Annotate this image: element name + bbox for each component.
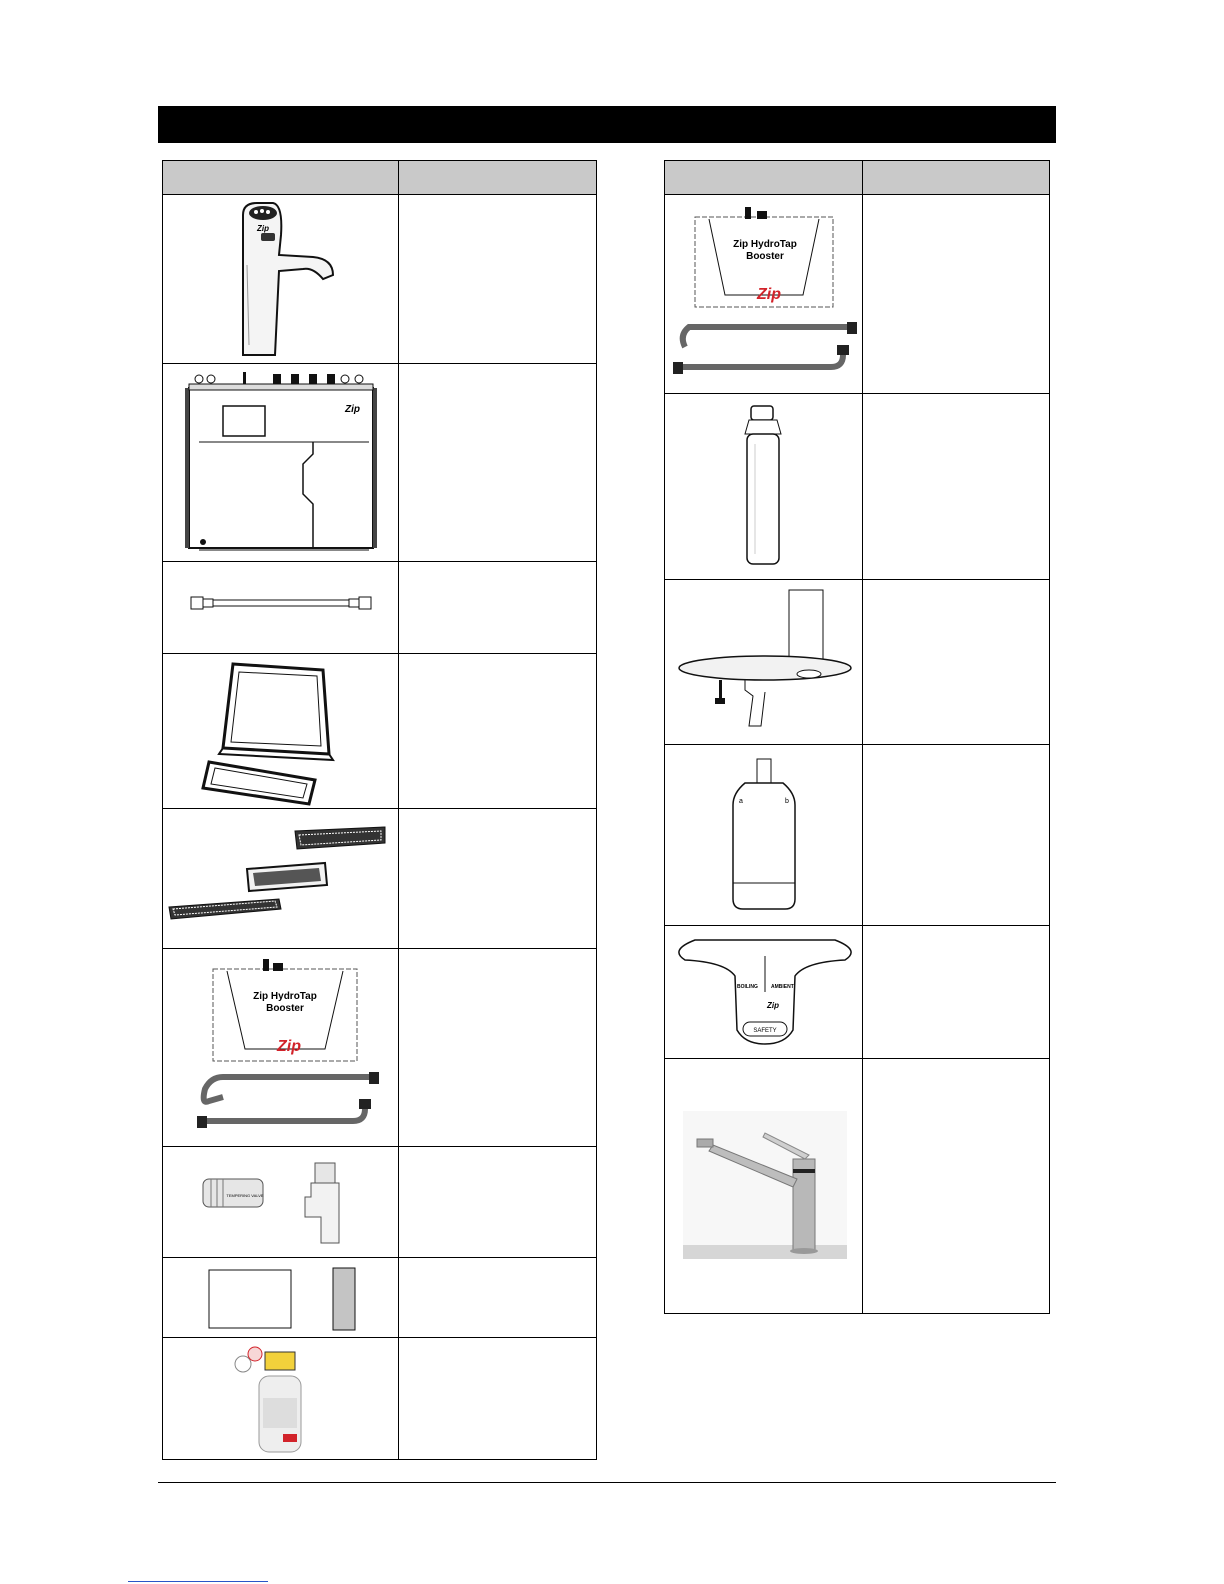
filter-cartridge-description (399, 1338, 597, 1460)
panel-badge-text: Zip (767, 1001, 779, 1010)
filter-cartridge-right-description (863, 745, 1050, 926)
booster-image-right (665, 195, 863, 394)
left-parts-table (162, 160, 597, 1460)
font-mount-image (665, 580, 863, 745)
hose-image (163, 562, 399, 654)
booster-label-line2: Booster (266, 1003, 304, 1014)
left-header-image-col (163, 161, 399, 195)
right-header-image-col (665, 161, 863, 195)
ambient-label: AMBIENT (771, 984, 794, 990)
table-row (665, 745, 1050, 926)
section-banner (158, 106, 1056, 143)
hydrotap-description (399, 195, 597, 364)
booster-description (399, 949, 597, 1147)
filter-cartridge-right-image (665, 745, 863, 926)
table-row (163, 195, 597, 364)
mixer-tap-image (665, 1059, 863, 1314)
footer-link-rule (128, 1581, 268, 1582)
safety-button-label: SAFETY (753, 1028, 777, 1034)
table-row (163, 1147, 597, 1258)
command-centre-image (163, 364, 399, 562)
booster-right-label-line2: Booster (746, 251, 784, 262)
booster-right-label-line1: Zip HydroTap (733, 239, 797, 250)
table-row (163, 1338, 597, 1460)
tap-badge-text: Zip (257, 224, 269, 233)
cc-badge-text: Zip (345, 404, 360, 415)
table-row (163, 654, 597, 809)
left-table-header (163, 161, 597, 195)
table-row (665, 926, 1050, 1059)
booster-badge-text: Zip (277, 1038, 301, 1055)
left-header-description-col (399, 161, 597, 195)
font-mount-description (863, 580, 1050, 745)
filter-tall-image (665, 394, 863, 580)
table-row (665, 580, 1050, 745)
table-row (163, 562, 597, 654)
cartridge-mark-left: a (739, 798, 743, 805)
hose-description (399, 562, 597, 654)
filter-tall-description (863, 394, 1050, 580)
table-row (665, 195, 1050, 394)
table-row (163, 364, 597, 562)
booster-label-line1: Zip HydroTap (253, 991, 317, 1002)
table-row (163, 949, 597, 1147)
tempering-valve-label: TEMPERING VALVE (226, 1193, 264, 1198)
page-bottom-rule (158, 1482, 1056, 1483)
cartridge-mark-right: b (785, 798, 789, 805)
hydrotap-image (163, 195, 399, 364)
table-row (665, 394, 1050, 580)
booster-image (163, 949, 399, 1147)
booster-right-description (863, 195, 1050, 394)
table-row (163, 1258, 597, 1338)
right-parts-table (664, 160, 1050, 1314)
command-centre-description (399, 364, 597, 562)
documentation-description (399, 1258, 597, 1338)
vent-grilles-image (163, 809, 399, 949)
valves-description (399, 1147, 597, 1258)
filter-cartridge-image (163, 1338, 399, 1460)
mounting-frame-image (163, 654, 399, 809)
right-header-description-col (863, 161, 1050, 195)
control-panel-description (863, 926, 1050, 1059)
vent-grilles-description (399, 809, 597, 949)
mixer-tap-description (863, 1059, 1050, 1314)
boiling-label: BOILING (737, 984, 758, 990)
mounting-frame-description (399, 654, 597, 809)
table-row (163, 809, 597, 949)
booster-right-badge-text: Zip (757, 286, 781, 303)
control-panel-image (665, 926, 863, 1059)
table-row (665, 1059, 1050, 1314)
right-table-header (665, 161, 1050, 195)
documentation-image (163, 1258, 399, 1338)
valves-image (163, 1147, 399, 1258)
